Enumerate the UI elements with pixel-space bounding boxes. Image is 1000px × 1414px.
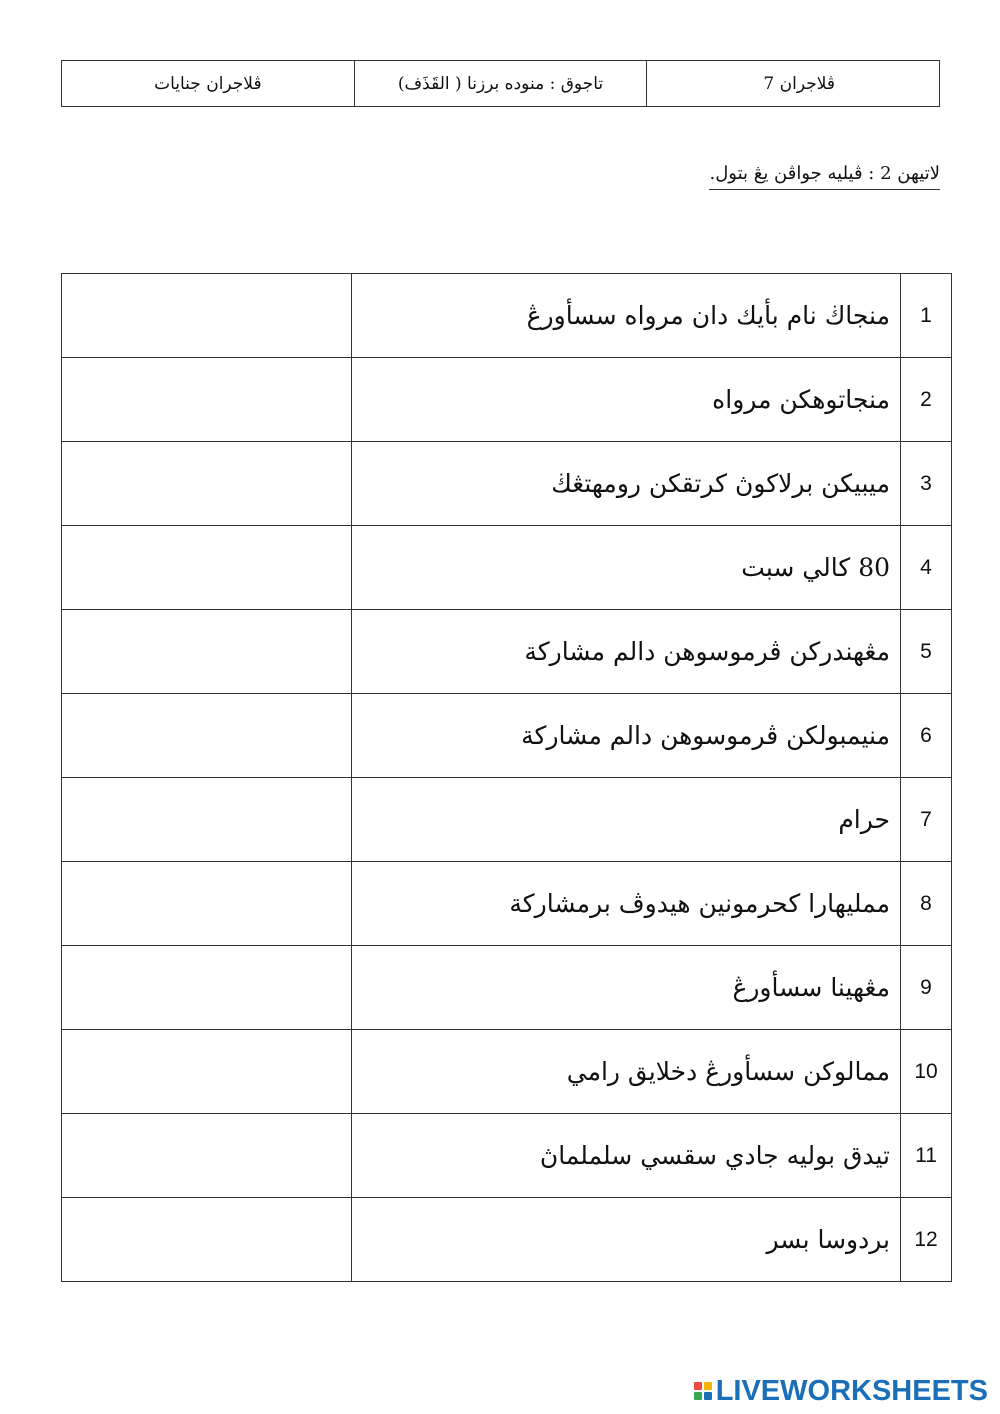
logo-tile [694,1392,702,1400]
row-statement: مڠهندركن ڤرموسوهن دالم مشاركة [352,610,901,694]
row-number: 11 [901,1114,952,1198]
row-number: 9 [901,946,952,1030]
row-statement: تيدق بوليه جادي سقسي سلملماڽ [352,1114,901,1198]
table-row [62,778,952,862]
row-number: 7 [901,778,952,862]
row-statement: ميبيكن برلاكوڽ كرتقكن رومهتڠڬ [352,442,901,526]
row-number: 3 [901,442,952,526]
logo-tile [704,1392,712,1400]
table-row [62,1114,952,1198]
subject-label: ڤلاجران جنايات [62,61,355,107]
brand-name: LIVEWORKSHEETS [715,1374,988,1407]
answer-table [61,273,952,1282]
row-statement: مڠهينا سسأورڠ [352,946,901,1030]
answer-box[interactable] [62,274,352,358]
answer-box[interactable] [62,610,352,694]
answer-box[interactable] [62,526,352,610]
table-row [62,610,952,694]
class-label: ڤلاجران 7 [647,61,940,107]
answer-box[interactable] [62,694,352,778]
table-row [62,862,952,946]
row-number: 6 [901,694,952,778]
row-statement: بردوسا بسر [352,1198,901,1282]
table-row [62,1030,952,1114]
logo-tile [704,1382,712,1390]
row-number: 1 [901,274,952,358]
answer-box[interactable] [62,1114,352,1198]
answer-box[interactable] [62,442,352,526]
table-row [62,358,952,442]
table-row [62,694,952,778]
header-table [61,60,940,107]
table-row [62,526,952,610]
answer-box[interactable] [62,778,352,862]
row-statement: ممليهارا كحرمونين هيدوڤ برمشاركة [352,862,901,946]
instruction-heading: لاتيهن 2 : ڤيليه جواڤن يڠ بتول. [709,163,940,190]
table-row [62,442,952,526]
logo-tile [694,1382,702,1390]
row-number: 2 [901,358,952,442]
answer-box[interactable] [62,1030,352,1114]
table-row [62,274,952,358]
row-number: 12 [901,1198,952,1282]
row-statement: ممالوكن سسأورڠ دخلايق رامي [352,1030,901,1114]
table-row [62,946,952,1030]
topic-label: تاجوق : منوده برزنا ( القَذَف) [354,61,647,107]
answer-box[interactable] [62,946,352,1030]
row-statement: حرام [352,778,901,862]
answer-box[interactable] [62,358,352,442]
row-number: 5 [901,610,952,694]
row-number: 4 [901,526,952,610]
row-statement: منجاتوهكن مرواه [352,358,901,442]
table-row [62,1198,952,1282]
row-number: 10 [901,1030,952,1114]
row-number: 8 [901,862,952,946]
row-statement: منجاڬ نام بأيك دان مرواه سسأورڠ [352,274,901,358]
answer-box[interactable] [62,1198,352,1282]
row-statement: 80 كالي سبت [352,526,901,610]
answer-box[interactable] [62,862,352,946]
liveworksheets-logo [694,1374,988,1408]
logo-tiles-icon [694,1382,712,1400]
row-statement: منيمبولكن ڤرموسوهن دالم مشاركة [352,694,901,778]
